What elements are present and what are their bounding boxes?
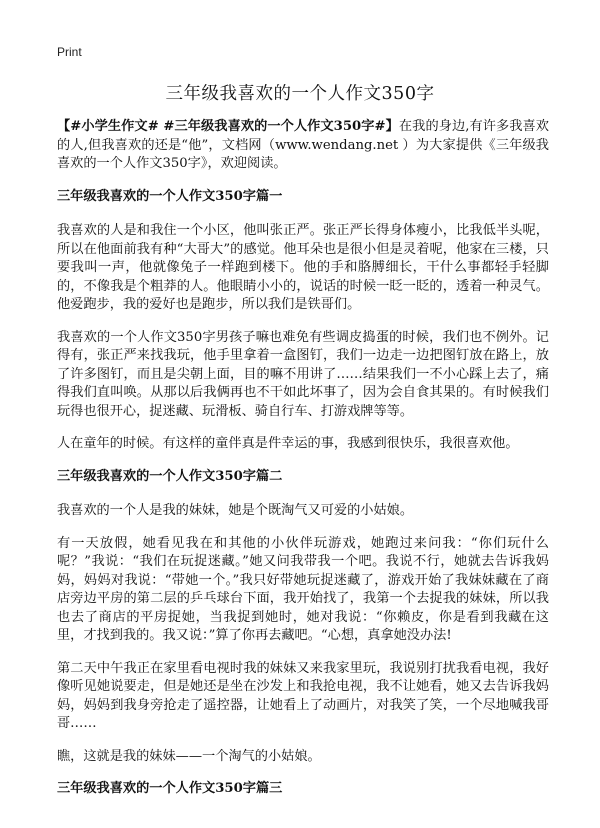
page-title: 三年级我喜欢的一个人作文350字: [165, 84, 435, 104]
intro-paragraph: [57, 118, 549, 174]
section-2-paragraph-2: 有一天放假，她看见我在和其他的小伙伴玩游戏，她跑过来问我：“你们玩什么呢？”我说：“我们在玩捉迷藏。”她又问我带我一个吧。我说不行，她就去告诉我妈妈，妈妈对我说：“带她一个。”我只好带她玩捉迷藏了，游戏开始了我妹妹藏在了商店旁边平房的第二层的乒乓球台下面，我开始找了，我第一个去捉我的妹妹，所以我也去了商店的平房捉她，当我捉到她时，她对我说：“你赖皮，你是看到我藏在这里，才找到我的。我又说：”算了你再去藏吧。“心想，真拿她没办法!: [57, 535, 549, 643]
section-2-paragraph-4: 瞧，这就是我的妹妹——一个淘气的小姑娘。: [57, 748, 321, 764]
intro-text: 在我的身边,有许多我喜欢的人,但我喜欢的还是“他”，文档网（www.wendang.net ）为大家提供《三年级我喜欢的一个人作文350字》，欢迎阅读。: [57, 119, 549, 171]
document-body: [57, 118, 549, 815]
section-2-paragraph-3: 第二天中午我正在家里看电视时我的妹妹又来我家里玩，我说别打扰我看电视，我好像听见她说要走，但是她还是坐在沙发上和我抢电视，我不让她看，她又去告诉我妈妈，妈妈到我身旁抢走了遥控器，让她看上了动画片，对我笑了笑，一个尽地喊我哥哥……: [57, 660, 549, 731]
section-1-paragraph-1: 我喜欢的人是和我住一个小区，他叫张正严。张正严长得身体瘦小，比我低半头呢，所以在他面前我有种“大哥大”的感觉。他耳朵也是很小但是灵着呢，他家在三楼，只要我叫一声，他就像兔子一样跑到楼下。他的手和胳膊细长，干什么事都轻手轻脚的，不像我是个粗莽的人。他眼睛小小的，说话的时候一眨一眨的，透着一种灵气。他爱跑步，我的爱好也是跑步，所以我们是铁哥们。: [57, 223, 549, 312]
section-heading-1: 三年级我喜欢的一个人作文350字篇一: [57, 188, 283, 204]
intro-tags: 【#小学生作文# #三年级我喜欢的一个人作文350字#】: [57, 119, 399, 134]
section-1-paragraph-3: 人在童年的时候。有这样的童伴真是件幸运的事，我感到很快乐，我很喜欢他。: [57, 436, 519, 451]
section-2-paragraph-1: 我喜欢的一个人是我的妹妹，她是个既淘气又可爱的小姑娘。: [57, 503, 414, 518]
section-heading-3: 三年级我喜欢的一个人作文350字篇三: [57, 781, 283, 796]
section-1-paragraph-2: 我喜欢的一个人作文350字男孩子嘛也难免有些调皮捣蛋的时候，我们也不例外。记得有，张正严来找我玩，他手里拿着一盒图钉，我们一边走一边把图钉放在路上，放了许多图钉，而且是尖朝上面，目的嘛不用讲了……结果我们一不小心踩上去了，痛得我们直叫唤。从那以后我俩再也不干如此坏事了，因为会自食其果的。有时候我们玩得也很开心，捉迷藏、玩滑板、骑自行车、打游戏牌等等。: [57, 329, 549, 419]
print-label: Print: [57, 45, 82, 59]
section-heading-2: 三年级我喜欢的一个人作文350字篇二: [57, 468, 283, 484]
